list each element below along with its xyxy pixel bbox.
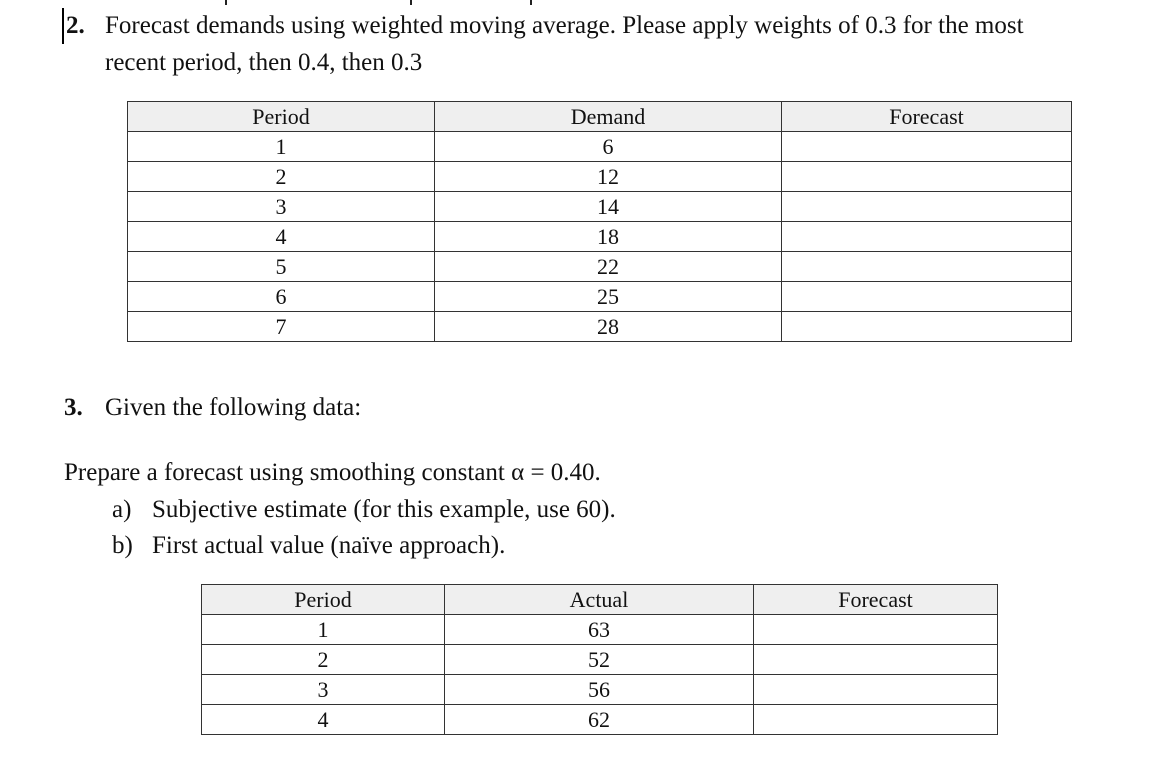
column-header-period: Period <box>202 585 445 615</box>
question-2-number: 2. <box>66 12 85 39</box>
option-a <box>112 495 616 525</box>
option-a-text: Subjective estimate (for this example, use 60). <box>152 496 616 523</box>
column-header-forecast: Forecast <box>754 585 998 615</box>
cropped-glyph <box>225 0 227 5</box>
column-header-demand: Demand <box>435 102 782 132</box>
period-cell: 2 <box>202 645 445 675</box>
table-header-row <box>202 585 998 615</box>
table-row <box>128 252 1072 282</box>
demand-cell: 12 <box>435 162 782 192</box>
demand-cell: 25 <box>435 282 782 312</box>
period-cell: 3 <box>128 192 435 222</box>
table-row <box>202 645 998 675</box>
question-3-number: 3. <box>64 394 83 421</box>
demand-cell: 18 <box>435 222 782 252</box>
column-header-forecast: Forecast <box>782 102 1072 132</box>
question-2-text-line1: Forecast demands using weighted moving average. Please apply weights of 0.3 for the most <box>105 12 1024 39</box>
period-cell: 2 <box>128 162 435 192</box>
cropped-glyph <box>410 0 412 5</box>
forecast-cell[interactable] <box>754 675 998 705</box>
table-row <box>128 132 1072 162</box>
period-cell: 1 <box>128 132 435 162</box>
option-b-label: b) <box>112 532 133 559</box>
forecast-cell[interactable] <box>782 312 1072 342</box>
question-3-title: Given the following data: <box>105 394 362 421</box>
forecast-cell[interactable] <box>782 162 1072 192</box>
forecast-cell[interactable] <box>782 282 1072 312</box>
table-row <box>202 675 998 705</box>
question-2-text-line2: recent period, then 0.4, then 0.3 <box>105 49 423 76</box>
table-row <box>128 312 1072 342</box>
forecast-cell[interactable] <box>754 705 998 735</box>
forecast-cell[interactable] <box>782 252 1072 282</box>
forecast-cell[interactable] <box>782 222 1072 252</box>
cropped-previous-text <box>0 0 1159 8</box>
period-cell: 4 <box>202 705 445 735</box>
actual-cell: 63 <box>445 615 754 645</box>
period-cell: 4 <box>128 222 435 252</box>
actual-cell: 62 <box>445 705 754 735</box>
cropped-glyph <box>530 0 532 5</box>
table-row <box>128 222 1072 252</box>
table-header-row <box>128 102 1072 132</box>
option-b <box>112 531 505 561</box>
question-3-instruction: Prepare a forecast using smoothing constant α = 0.40. <box>64 459 601 486</box>
forecast-cell[interactable] <box>782 132 1072 162</box>
table-row <box>128 162 1072 192</box>
forecast-cell[interactable] <box>754 615 998 645</box>
table-row <box>128 192 1072 222</box>
actual-cell: 56 <box>445 675 754 705</box>
demand-cell: 28 <box>435 312 782 342</box>
demand-table <box>127 101 1072 342</box>
period-cell: 1 <box>202 615 445 645</box>
period-cell: 3 <box>202 675 445 705</box>
column-header-actual: Actual <box>445 585 754 615</box>
demand-cell: 6 <box>435 132 782 162</box>
actual-cell: 52 <box>445 645 754 675</box>
period-cell: 6 <box>128 282 435 312</box>
text-cursor <box>62 8 64 44</box>
period-cell: 7 <box>128 312 435 342</box>
table-row <box>202 615 998 645</box>
table-row <box>128 282 1072 312</box>
period-cell: 5 <box>128 252 435 282</box>
actual-table <box>201 584 998 735</box>
column-header-period: Period <box>128 102 435 132</box>
demand-cell: 22 <box>435 252 782 282</box>
option-b-text: First actual value (naïve approach). <box>152 532 506 559</box>
table-row <box>202 705 998 735</box>
option-a-label: a) <box>112 496 132 523</box>
demand-cell: 14 <box>435 192 782 222</box>
forecast-cell[interactable] <box>782 192 1072 222</box>
forecast-cell[interactable] <box>754 645 998 675</box>
